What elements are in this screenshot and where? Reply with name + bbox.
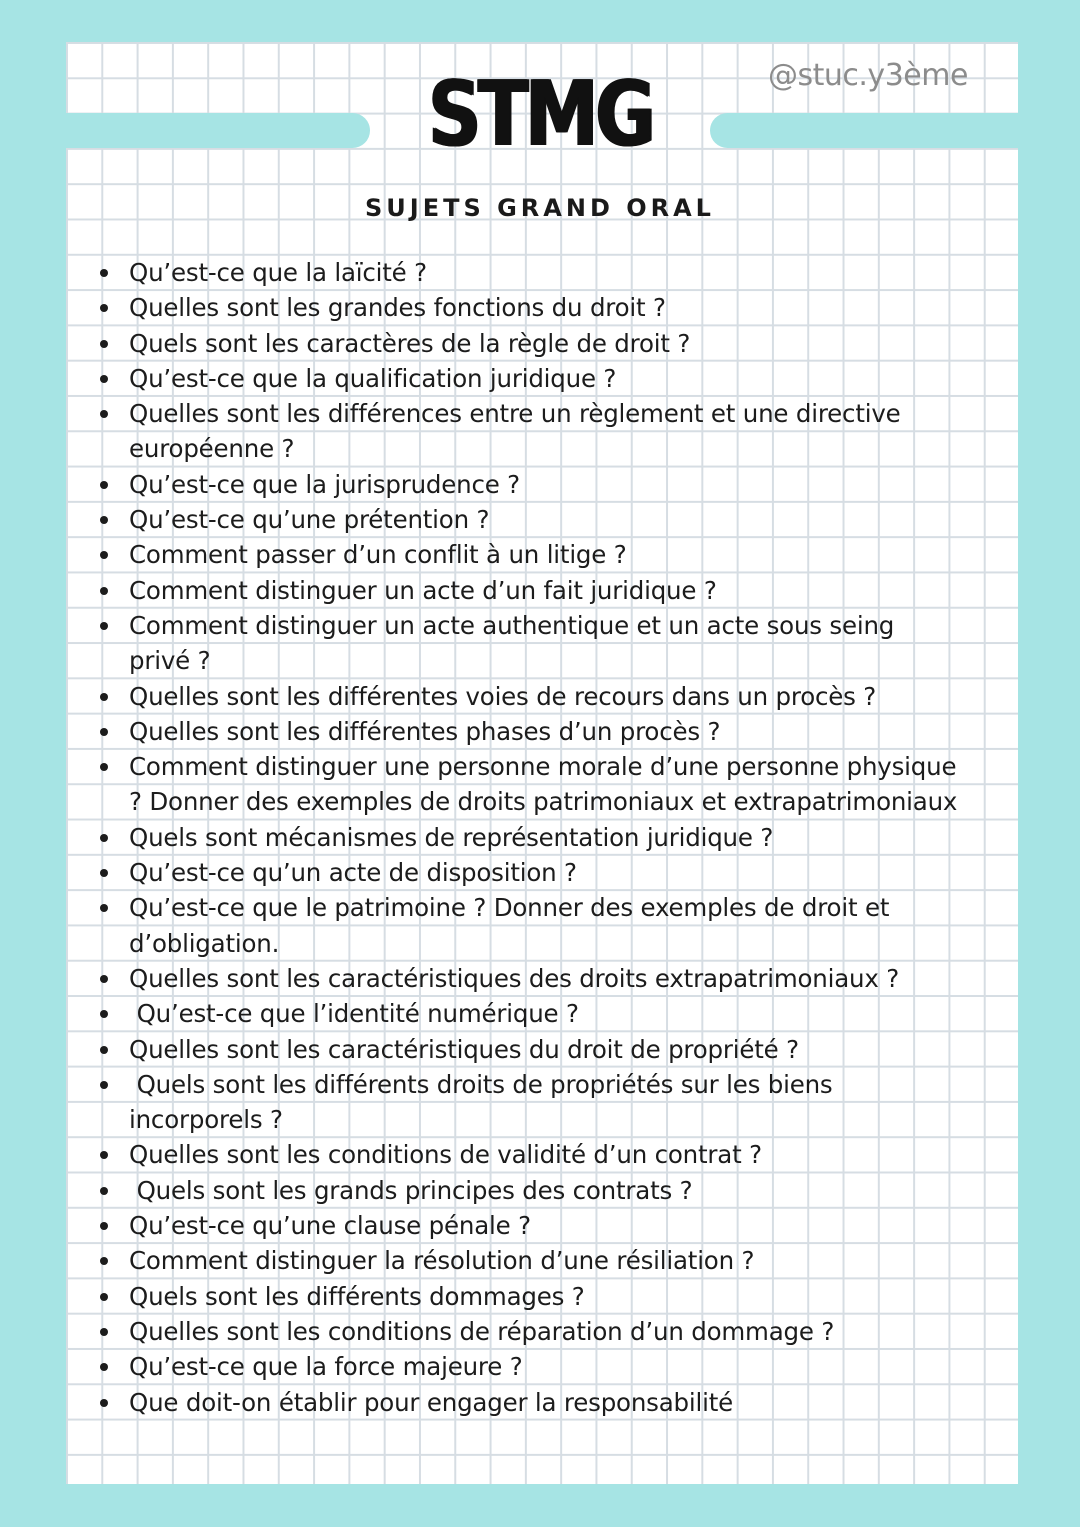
question-item: Qu’est-ce qu’un acte de disposition ?: [0, 855, 1000, 890]
question-item: Comment passer d’un conflit à un litige ?: [0, 537, 1000, 572]
question-item: Comment distinguer une personne morale d’une personne physique ? Donner des exemples de droits patrimoniaux et extrapatrimoniaux: [0, 749, 1000, 820]
question-item: Quelles sont les caractéristiques du droit de propriété ?: [0, 1032, 1000, 1067]
question-item: Que doit-on établir pour engager la responsabilité: [0, 1385, 1000, 1420]
question-item: Quelles sont les différentes phases d’un procès ?: [0, 714, 1000, 749]
question-item: Quels sont les grands principes des contrats ?: [0, 1173, 1000, 1208]
question-item: Quelles sont les différences entre un règlement et une directive européenne ?: [0, 396, 1000, 467]
question-item: Quels sont les caractères de la règle de droit ?: [0, 326, 1000, 361]
question-item: Quels sont mécanismes de représentation juridique ?: [0, 820, 1000, 855]
question-item: Qu’est-ce que la jurisprudence ?: [0, 467, 1000, 502]
question-item: Quelles sont les caractéristiques des droits extrapatrimoniaux ?: [0, 961, 1000, 996]
question-item: Qu’est-ce que le patrimoine ? Donner des exemples de droit et d’obligation.: [0, 890, 1000, 961]
page-title: STMG: [427, 62, 653, 167]
author-handle: @stuc.y3ème: [768, 58, 968, 93]
question-item: Qu’est-ce que l’identité numérique ?: [0, 996, 1000, 1031]
question-item: Quels sont les différents droits de propriétés sur les biens incorporels ?: [0, 1067, 1000, 1138]
question-list: [0, 255, 1000, 1420]
question-item: Quelles sont les grandes fonctions du droit ?: [0, 290, 1000, 325]
question-item: Qu’est-ce qu’une prétention ?: [0, 502, 1000, 537]
question-item: Quels sont les différents dommages ?: [0, 1279, 1000, 1314]
question-item: Quelles sont les différentes voies de recours dans un procès ?: [0, 679, 1000, 714]
question-item: Qu’est-ce que la qualification juridique ?: [0, 361, 1000, 396]
question-item: Qu’est-ce que la force majeure ?: [0, 1349, 1000, 1384]
question-item: Quelles sont les conditions de validité d’un contrat ?: [0, 1137, 1000, 1172]
question-item: Comment distinguer un acte authentique et un acte sous seing privé ?: [0, 608, 1000, 679]
question-item: Qu’est-ce qu’une clause pénale ?: [0, 1208, 1000, 1243]
question-item: Comment distinguer un acte d’un fait juridique ?: [0, 573, 1000, 608]
page-subtitle: SUJETS GRAND ORAL: [365, 194, 715, 222]
question-item: Quelles sont les conditions de réparation d’un dommage ?: [0, 1314, 1000, 1349]
question-item: Qu’est-ce que la laïcité ?: [0, 255, 1000, 290]
question-item: Comment distinguer la résolution d’une résiliation ?: [0, 1243, 1000, 1278]
